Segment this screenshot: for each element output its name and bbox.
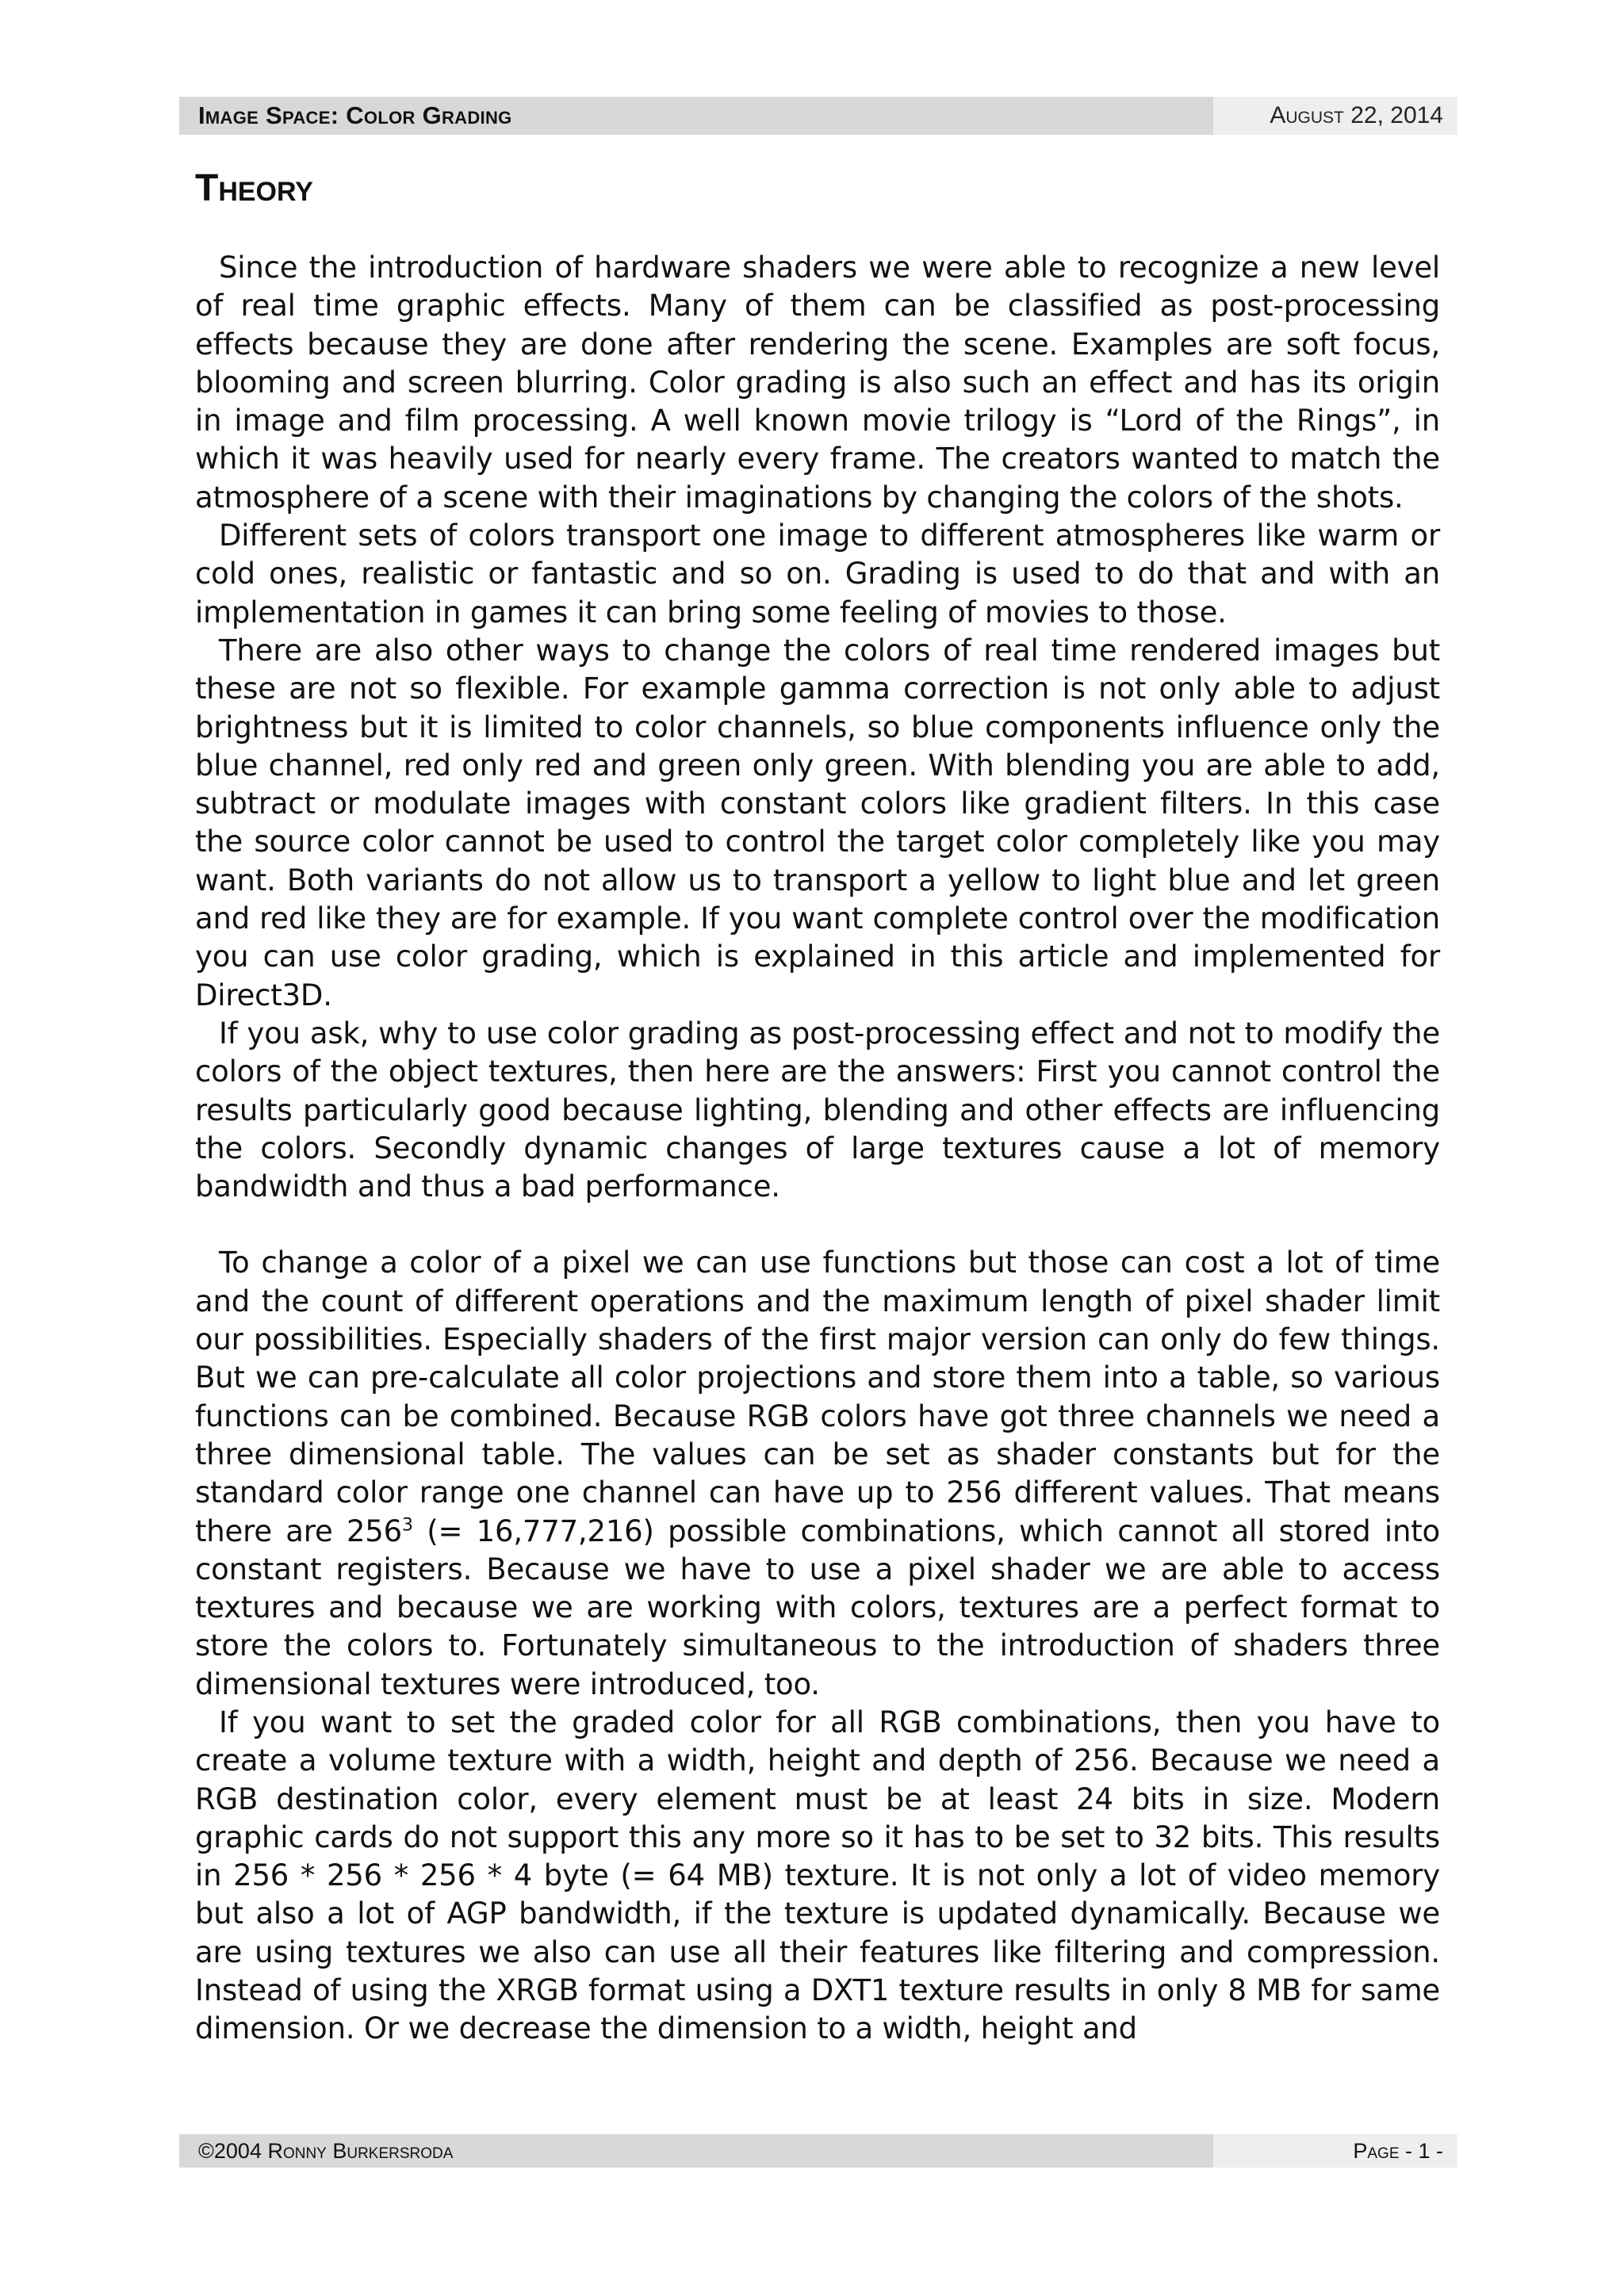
header-date: August 22, 2014: [1213, 97, 1457, 135]
page-footer: [179, 2134, 1457, 2168]
paragraph-intro: Since the introduction of hardware shaders we were able to recognize a new level of real time graphic effects. Many of them can be classified as post-processing effects because they are done after rendering the scene. Examples are soft focus, blooming and screen blurring. Color grading is also such an effect and has its origin in image and film processing. A well known movie trilogy is “Lord of the Rings”, in which it was heavily used for nearly every frame. The creators wanted to match the atmosphere of a scene with their imaginations by changing the colors of the shots.: [195, 251, 1440, 515]
footer-page-number: Page - 1 -: [1213, 2134, 1457, 2168]
paragraph-atmospheres: Different sets of colors transport one image to different atmospheres like warm or cold ones, realistic or fantastic and so on. Grading is used to do that and with an implementation in games it can bring some feeling of movies to those.: [195, 519, 1440, 629]
header-title: Image Space: Color Grading: [179, 97, 1213, 135]
exponent: 3: [401, 1515, 413, 1536]
page-header: [179, 97, 1457, 135]
paragraph-alternatives: There are also other ways to change the colors of real time rendered images but these are not so flexible. For example gamma correction is not only able to adjust brightness but it is limited to color channels, so blue components influence only the blue channel, red only red and green only green. With blending you are able to add, subtract or modulate images with constant colors like gradient filters. In this case the source color cannot be used to control the target color completely like you may want. Both variants do not allow us to transport a yellow to light blue and let green and red like they are for example. If you want complete control over the modification you can use color grading, which is explained in this article and implemented for Direct3D.: [195, 633, 1440, 1012]
footer-copyright: ©2004 Ronny Burkersroda: [179, 2134, 1213, 2168]
paragraph-color-table-part1: To change a color of a pixel we can use functions but those can cost a lot of time and the count of different operations and the maximum length of pixel shader limit our possibilities. Especially shaders of the first major version can only do few things. But we can pre-calculate all color projections and store them into a table, so various functions can be combined. Because RGB colors have got three channels we need a three dimensional table. The values can be set as shader constants but for the standard color range one channel can have up to 256 different values. That means there are 256: [195, 1246, 1440, 1548]
paragraph-color-table-part2: (= 16,777,216) possible combinations, which cannot all stored into constant registers. Because we have to use a pixel shader we are able to access textures and because we are working with colors, textures are a perfect format to store the colors to. Fortunately simultaneous to the introduction of shaders three dimensional textures were introduced, too.: [195, 1513, 1440, 1701]
paragraph-color-table: [195, 1244, 1440, 1704]
article-body: [195, 249, 1440, 2049]
paragraph-volume-texture: If you want to set the graded color for all RGB combinations, then you have to create a volume texture with a width, height and depth of 256. Because we need a RGB destination color, every element must be at least 24 bits in size. Modern graphic cards do not support this any more so it has to be set to 32 bits. This results in 256 * 256 * 256 * 4 byte (= 64 MB) texture. It is not only a lot of video memory but also a lot of AGP bandwidth, if the texture is updated dynamically. Because we are using textures we also can use all their features like filtering and compression. Instead of using the XRGB format using a DXT1 texture results in only 8 MB for same dimension. Or we decrease the dimension to a width, height and: [195, 1705, 1440, 2046]
section-title: Theory: [195, 167, 313, 209]
paragraph-why-post-processing: If you ask, why to use color grading as post-processing effect and not to modify the colors of the object textures, then here are the answers: First you cannot control the results particularly good because lighting, blending and other effects are influencing the colors. Secondly dynamic changes of large textures cause a lot of memory bandwidth and thus a bad performance.: [195, 1016, 1440, 1204]
